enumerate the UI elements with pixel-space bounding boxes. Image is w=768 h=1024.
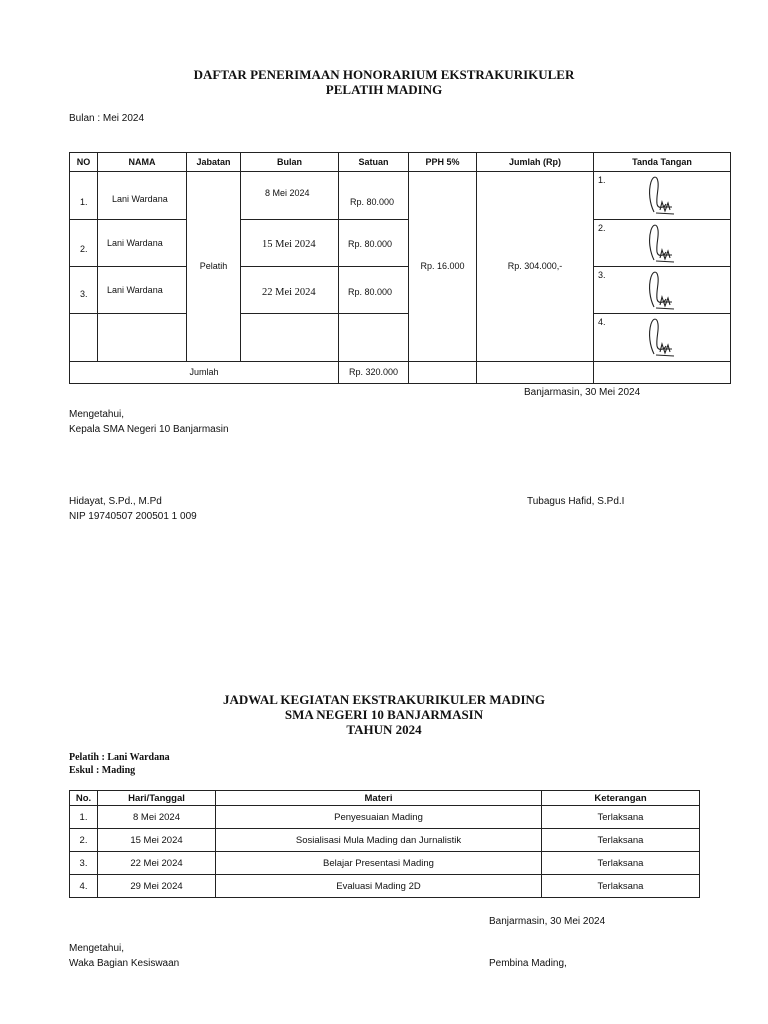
row-no: 2. bbox=[80, 243, 88, 254]
header-jumlah: Jumlah (Rp) bbox=[477, 153, 594, 172]
header-no: No. bbox=[70, 791, 98, 806]
header-pph: PPH 5% bbox=[409, 153, 477, 172]
header-materi: Materi bbox=[216, 791, 542, 806]
table-header-row bbox=[70, 791, 700, 806]
row-keterangan: Terlaksana bbox=[542, 875, 700, 898]
headmaster-title: Kepala SMA Negeri 10 Banjarmasin bbox=[69, 424, 229, 435]
table-row bbox=[70, 314, 731, 361]
honorarium-table bbox=[69, 152, 731, 384]
row-satuan: Rp. 80.000 bbox=[350, 197, 395, 208]
sig-number: 2. bbox=[598, 222, 606, 233]
table-header-row bbox=[70, 153, 731, 172]
total-empty bbox=[409, 361, 477, 383]
header-keterangan: Keterangan bbox=[542, 791, 700, 806]
schedule-knowing-label: Mengetahui, bbox=[69, 943, 125, 954]
row-date: 22 Mei 2024 bbox=[98, 852, 216, 875]
pph-value: Rp. 16.000 bbox=[420, 261, 465, 272]
pph-cell bbox=[409, 172, 477, 362]
row-satuan: Rp. 80.000 bbox=[348, 238, 393, 249]
table-row bbox=[70, 806, 700, 829]
jumlah-value: Rp. 304.000,- bbox=[507, 261, 563, 272]
header-jabatan: Jabatan bbox=[187, 153, 241, 172]
row-bulan: 15 Mei 2024 bbox=[262, 238, 316, 250]
row-keterangan: Terlaksana bbox=[542, 852, 700, 875]
signature-icon bbox=[642, 316, 682, 358]
header-date: Hari/Tanggal bbox=[98, 791, 216, 806]
row-date: 15 Mei 2024 bbox=[98, 829, 216, 852]
row-bulan: 8 Mei 2024 bbox=[265, 188, 310, 199]
header-bulan: Bulan bbox=[241, 153, 339, 172]
table-row bbox=[70, 219, 731, 266]
signature-cell bbox=[594, 172, 731, 219]
signature-icon bbox=[642, 174, 682, 216]
row-no bbox=[70, 314, 98, 361]
row-satuan bbox=[339, 314, 409, 361]
jabatan-cell bbox=[187, 172, 241, 362]
row-nama bbox=[98, 314, 187, 361]
coach-label: Pelatih : Lani Wardana bbox=[69, 752, 170, 763]
sig-number: 4. bbox=[598, 317, 606, 328]
schedule-title-line2: SMA NEGERI 10 BANJARMASIN bbox=[284, 707, 484, 722]
row-materi: Belajar Presentasi Mading bbox=[216, 852, 542, 875]
vice-principal-title: Waka Bagian Kesiswaan bbox=[69, 958, 180, 969]
total-row bbox=[70, 361, 731, 383]
header-satuan: Satuan bbox=[339, 153, 409, 172]
signature-icon bbox=[642, 222, 682, 264]
club-label: Eskul : Mading bbox=[69, 765, 136, 776]
row-no: 1. bbox=[70, 806, 98, 829]
header-tanda-tangan: Tanda Tangan bbox=[594, 153, 731, 172]
schedule-place-date: Banjarmasin, 30 Mei 2024 bbox=[489, 916, 606, 927]
honorarium-title-line2: PELATIH MADING bbox=[325, 82, 443, 97]
schedule-title-line1: JADWAL KEGIATAN EKSTRAKURIKULER MADING bbox=[222, 692, 546, 707]
jumlah-cell bbox=[477, 172, 594, 362]
sig-number: 1. bbox=[598, 175, 606, 186]
knowing-label: Mengetahui, bbox=[69, 409, 125, 420]
signature-cell bbox=[594, 314, 731, 361]
header-nama: NAMA bbox=[98, 153, 187, 172]
coach-supervisor-title: Pembina Mading, bbox=[489, 958, 567, 969]
row-materi: Evaluasi Mading 2D bbox=[216, 875, 542, 898]
schedule-title-line3: TAHUN 2024 bbox=[346, 722, 422, 737]
headmaster-name: Hidayat, S.Pd., M.Pd bbox=[69, 496, 162, 507]
table-row bbox=[70, 266, 731, 313]
total-value: Rp. 320.000 bbox=[348, 367, 399, 378]
row-keterangan: Terlaksana bbox=[542, 806, 700, 829]
row-materi: Sosialisasi Mula Mading dan Jurnalistik bbox=[216, 829, 542, 852]
row-satuan: Rp. 80.000 bbox=[348, 286, 393, 297]
month-label: Bulan : Mei 2024 bbox=[69, 113, 145, 124]
total-empty bbox=[477, 361, 594, 383]
row-no: 2. bbox=[70, 829, 98, 852]
row-bulan bbox=[241, 314, 339, 361]
headmaster-nip: NIP 19740507 200501 1 009 bbox=[69, 511, 197, 522]
header-no: NO bbox=[70, 153, 98, 172]
row-nama: Lani Wardana bbox=[107, 284, 163, 295]
row-no: 3. bbox=[70, 852, 98, 875]
row-keterangan: Terlaksana bbox=[542, 829, 700, 852]
signature-cell bbox=[594, 219, 731, 266]
table-row bbox=[70, 852, 700, 875]
signature-cell bbox=[594, 266, 731, 313]
jabatan: Pelatih bbox=[199, 261, 228, 272]
treasurer-name: Tubagus Hafid, S.Pd.I bbox=[527, 496, 625, 507]
row-bulan: 22 Mei 2024 bbox=[262, 286, 316, 298]
total-empty bbox=[594, 361, 731, 383]
total-value-cell bbox=[339, 361, 409, 383]
row-no: 1. bbox=[80, 197, 88, 208]
honorarium-title-line1: DAFTAR PENERIMAAN HONORARIUM EKSTRAKURIKULER bbox=[193, 67, 575, 82]
total-label-cell bbox=[70, 361, 339, 383]
row-no: 3. bbox=[80, 288, 88, 299]
row-date: 8 Mei 2024 bbox=[98, 806, 216, 829]
table-row bbox=[70, 829, 700, 852]
row-no: 4. bbox=[70, 875, 98, 898]
table-row bbox=[70, 875, 700, 898]
row-date: 29 Mei 2024 bbox=[98, 875, 216, 898]
total-label: Jumlah bbox=[189, 367, 219, 378]
row-materi: Penyesuaian Mading bbox=[216, 806, 542, 829]
row-nama: Lani Wardana bbox=[107, 237, 163, 248]
table-row bbox=[70, 172, 731, 219]
row-nama: Lani Wardana bbox=[112, 194, 168, 205]
sig-number: 3. bbox=[598, 269, 606, 280]
place-date: Banjarmasin, 30 Mei 2024 bbox=[524, 387, 641, 398]
schedule-table bbox=[69, 790, 700, 898]
signature-icon bbox=[642, 269, 682, 311]
